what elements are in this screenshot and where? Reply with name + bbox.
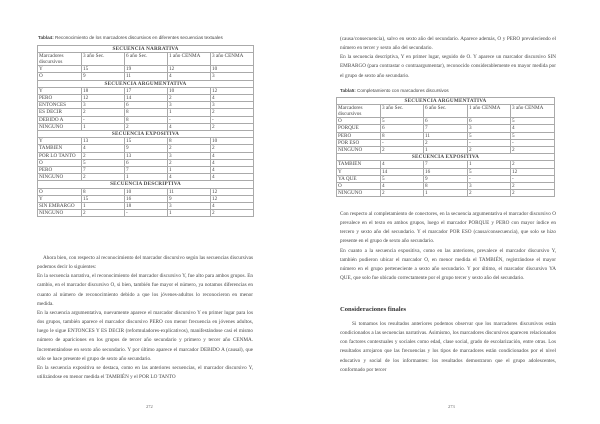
count-cell: 2 xyxy=(468,147,511,154)
count-cell: 4 xyxy=(211,167,254,174)
paragraph: (causa/consecuencia), salvo en sexto año del secundario. Aparece además, O y PERO prevaleciendo el número en tercer y sexto año del secundario. xyxy=(340,36,556,52)
count-cell: 2 xyxy=(82,109,125,116)
count-cell: - xyxy=(82,116,125,123)
count-cell: 10 xyxy=(211,66,254,73)
count-cell: 4 xyxy=(211,174,254,181)
count-cell: 2 xyxy=(82,210,125,217)
count-cell: 2 xyxy=(211,123,254,130)
column-header: 6 año Sec. xyxy=(125,53,168,66)
marker-cell: Y xyxy=(38,195,82,202)
count-cell: 16 xyxy=(125,195,168,202)
table-row xyxy=(38,167,254,174)
table-row xyxy=(337,190,555,197)
right-mid-text xyxy=(340,210,556,283)
table-row xyxy=(337,183,555,190)
count-cell: 2 xyxy=(511,161,555,168)
count-cell: 12 xyxy=(211,188,254,195)
count-cell: 4 xyxy=(168,73,211,80)
table-row xyxy=(38,159,254,166)
count-cell: 3 xyxy=(211,102,254,109)
section-header-row xyxy=(38,181,254,188)
count-cell: 3 xyxy=(468,125,511,132)
count-cell: 11 xyxy=(125,73,168,80)
count-cell: 6 xyxy=(424,118,468,125)
count-cell: 8 xyxy=(82,188,125,195)
count-cell: 2 xyxy=(168,95,211,102)
table-row xyxy=(337,175,555,182)
count-cell: 8 xyxy=(125,116,168,123)
count-cell: 7 xyxy=(82,167,125,174)
table-row xyxy=(337,132,555,139)
count-cell: 4 xyxy=(511,125,555,132)
column-header: Marcadores discursivos xyxy=(38,53,82,66)
count-cell: 19 xyxy=(125,66,168,73)
section-header-row xyxy=(337,154,555,161)
count-cell: 2 xyxy=(168,145,211,152)
count-cell: 2 xyxy=(468,190,511,197)
count-cell: 6 xyxy=(468,118,511,125)
count-cell: 17 xyxy=(125,87,168,94)
count-cell: 1 xyxy=(168,167,211,174)
table-row xyxy=(38,210,254,217)
marker-cell: O xyxy=(38,73,82,80)
paragraph: Ahora bien, con respecto al reconocimiento del marcador discursivo según las secuencias discursivas podemos decir lo siguientes: xyxy=(37,255,253,271)
column-header: 3 año Sec. xyxy=(381,105,424,118)
left-body-text xyxy=(37,254,253,382)
count-cell: 9 xyxy=(168,195,211,202)
section-title: SECUENCIA EXPOSITIVA xyxy=(337,154,555,161)
count-cell: 13 xyxy=(82,138,125,145)
column-header: 3 año Sec. xyxy=(82,53,125,66)
count-cell: 2 xyxy=(82,174,125,181)
section-header-row xyxy=(38,46,254,53)
count-cell: 2 xyxy=(511,147,555,154)
count-cell: 3 xyxy=(82,102,125,109)
count-cell: 13 xyxy=(125,152,168,159)
marker-cell: TAMBIÉN xyxy=(337,161,381,168)
count-cell: - xyxy=(168,116,211,123)
count-cell: 15 xyxy=(125,138,168,145)
count-cell: 7 xyxy=(424,125,468,132)
marker-cell: Y xyxy=(337,168,381,175)
count-cell: 9 xyxy=(82,73,125,80)
count-cell: 9 xyxy=(125,145,168,152)
section-title: SECUENCIA ARGUMENTATIVA xyxy=(337,98,555,105)
marker-cell: PERO xyxy=(337,132,381,139)
count-cell: - xyxy=(211,116,254,123)
count-cell: 18 xyxy=(82,87,125,94)
count-cell: 2 xyxy=(211,210,254,217)
right-page xyxy=(300,0,600,424)
marker-cell: NINGUNO xyxy=(38,174,82,181)
count-cell: 4 xyxy=(211,203,254,210)
marker-cell: NINGUNO xyxy=(38,123,82,130)
column-header-row xyxy=(38,53,254,66)
count-cell: 3 xyxy=(168,152,211,159)
count-cell: 6 xyxy=(125,102,168,109)
paragraph: En la secuencia descriptiva, Y en primer lugar, seguido de O. Y aparece un marcador discursivo SIN EMBARGO (para contrastar o contraargumentar), reconocido considerablemente en mayor medida por el grupo de sexto año secundario. xyxy=(340,54,556,79)
column-header: 3 año CENMA xyxy=(211,53,254,66)
table-row xyxy=(38,87,254,94)
marker-cell: NINGUNO xyxy=(337,190,381,197)
table-row xyxy=(38,73,254,80)
table-row xyxy=(38,102,254,109)
count-cell: 5 xyxy=(468,132,511,139)
count-cell: 12 xyxy=(211,87,254,94)
column-header: 1 año CENMA xyxy=(168,53,211,66)
count-cell: 5 xyxy=(511,118,555,125)
count-cell: 1 xyxy=(424,147,468,154)
table-row xyxy=(38,188,254,195)
count-cell: 12 xyxy=(168,66,211,73)
count-cell: - xyxy=(125,210,168,217)
column-header: 6 año Sec. xyxy=(424,105,468,118)
count-cell: 5 xyxy=(511,132,555,139)
paragraph: En la secuencia expositiva se destaca, como en las anteriores secuencias, el marcador discursivo Y, utilizándose en menor medida el TAMBIÉN y el POR LO TANTO xyxy=(37,364,253,381)
count-cell: 2 xyxy=(424,139,468,146)
marker-cell: POR LO TANTO xyxy=(38,152,82,159)
count-cell: 3 xyxy=(168,203,211,210)
count-cell: 18 xyxy=(125,203,168,210)
count-cell: 1 xyxy=(82,203,125,210)
count-cell: 10 xyxy=(168,87,211,94)
count-cell: - xyxy=(511,175,555,182)
table-row xyxy=(337,147,555,154)
table-row xyxy=(38,123,254,130)
marker-cell: PORQUE xyxy=(337,125,381,132)
marker-cell: NINGUNO xyxy=(38,210,82,217)
section-title: SECUENCIA DESCRIPTIVA xyxy=(38,181,254,188)
count-cell: 3 xyxy=(468,183,511,190)
count-cell: 4 xyxy=(381,161,424,168)
table4 xyxy=(37,45,254,217)
count-cell: 5 xyxy=(468,168,511,175)
count-cell: 3 xyxy=(168,102,211,109)
table-row xyxy=(38,145,254,152)
table-row xyxy=(38,95,254,102)
marker-cell: PERO xyxy=(38,95,82,102)
table-row xyxy=(337,125,555,132)
marker-cell: Y xyxy=(38,87,82,94)
marker-cell: Y xyxy=(38,138,82,145)
count-cell: 11 xyxy=(168,188,211,195)
count-cell: 2 xyxy=(82,152,125,159)
count-cell: 14 xyxy=(381,168,424,175)
marker-cell: SIN EMBARGO xyxy=(38,203,82,210)
count-cell: 16 xyxy=(424,168,468,175)
count-cell: 7 xyxy=(125,167,168,174)
count-cell: - xyxy=(468,175,511,182)
paragraph: En cuanto a la secuencia expositiva, como en las anteriores, prevalece el marcador discursivo Y, también pudieron ubicar el marcador O, en menor medida el TAMBIÉN, registrándose el mayor número en el grupo perteneciente a sexto año secundario. Y por último, el marcador discursivo YA QUE, que solo fue ubicado correctamente por el grupo tercer y sexto año del secundario. xyxy=(340,247,556,282)
count-cell: 4 xyxy=(211,159,254,166)
count-cell: 6 xyxy=(125,159,168,166)
table-row xyxy=(38,116,254,123)
section-header-row xyxy=(38,131,254,138)
table-row xyxy=(38,174,254,181)
table5 xyxy=(336,97,555,197)
marker-cell: DEBIDO A xyxy=(38,116,82,123)
count-cell: 5 xyxy=(381,175,424,182)
section-title: SECUENCIA ARGUMENTATIVA xyxy=(38,80,254,87)
count-cell: 4 xyxy=(211,95,254,102)
count-cell: 1 xyxy=(168,210,211,217)
count-cell: 4 xyxy=(168,123,211,130)
right-final-text xyxy=(340,320,556,375)
count-cell: 10 xyxy=(125,188,168,195)
count-cell: 3 xyxy=(211,73,254,80)
count-cell: 5 xyxy=(381,118,424,125)
marker-cell: PERO xyxy=(38,167,82,174)
marker-cell: ENTONCES xyxy=(38,102,82,109)
count-cell: 10 xyxy=(211,138,254,145)
count-cell: 1 xyxy=(125,174,168,181)
section-title: SECUENCIA NARRATIVA xyxy=(38,46,254,53)
page-number: 273 xyxy=(448,404,455,409)
table-row xyxy=(38,138,254,145)
section-header-row xyxy=(38,80,254,87)
column-header-row xyxy=(337,105,555,118)
table4-caption: Tabla4: Reconocimiento de los marcadores discursivos en diferentes secuencias textuales xyxy=(38,35,223,40)
table-row xyxy=(337,118,555,125)
count-cell: 7 xyxy=(424,161,468,168)
marker-cell: O xyxy=(337,118,381,125)
table-row xyxy=(337,139,555,146)
table-row xyxy=(38,152,254,159)
marker-cell: ES DECIR xyxy=(38,109,82,116)
count-cell: - xyxy=(468,139,511,146)
table5-caption: Tabla5: Completamiento con marcadores discursivos xyxy=(340,88,449,93)
paragraph: Si tomamos los resultados anteriores podemos observar que los marcadores discursivos están condicionados a las secuencias narrativas. Asimismo, los marcadores discursivos aparecen relacionados con factores contextuales y sociales como edad, clase social, grado de escolarización, entre otras. Los resultados arrojaron que las frecuencias y los tipos de marcadores están condicionados por el nivel educativo y social de los informantes: los resultados demostraron que el grupo adolescentes, conformado por tercer xyxy=(340,321,556,373)
count-cell: 9 xyxy=(424,175,468,182)
count-cell: 8 xyxy=(168,138,211,145)
count-cell: 2 xyxy=(211,145,254,152)
count-cell: 12 xyxy=(82,95,125,102)
column-header: Marcadores discursivos xyxy=(337,105,381,118)
count-cell: 2 xyxy=(381,147,424,154)
count-cell: 2 xyxy=(511,183,555,190)
table-row xyxy=(38,195,254,202)
paragraph: En la secuencia narrativa, el reconocimiento del marcador discursivo Y, fue alto para ambos grupos. En cambio, en el marcador discursivo O, si bien, también fue mayor el número, ya notamos diferencias en cuanto al número de reconocimiento debido a que los jóvenes-adultos lo reconocieron en menor medida. xyxy=(37,273,253,307)
right-top-text xyxy=(340,35,556,81)
paragraph: En la secuencia argumentativa, nuevamente aparece el marcador discursivo Y en primer lugar para los dos grupos, también aparece el marcador discursivo PERO con menor frecuencia en jóvenes adultos, luego le sigue ENTONCES Y ES DECIR (reformuladores-explicativos), manifestándose casi el mismo número de apariciones en los grupos de tercer año secundario y primero y tercer año CENMA. Incrementándose en sexto año secundario. Y por último aparece el marcador DEBIDO A (causal), que sólo se hace presente el grupo de sexto año secundario. xyxy=(37,309,253,362)
count-cell: 1 xyxy=(424,190,468,197)
table-row xyxy=(38,66,254,73)
count-cell: 8 xyxy=(125,109,168,116)
count-cell: 12 xyxy=(511,168,555,175)
section-title: SECUENCIA EXPOSITIVA xyxy=(38,131,254,138)
table-row xyxy=(337,168,555,175)
count-cell: 2 xyxy=(168,159,211,166)
section-heading: Consideraciones finales xyxy=(340,306,407,313)
count-cell: 4 xyxy=(82,145,125,152)
count-cell: 4 xyxy=(381,183,424,190)
count-cell: 6 xyxy=(381,125,424,132)
table-row xyxy=(38,203,254,210)
count-cell: 8 xyxy=(381,132,424,139)
marker-cell: YA QUE xyxy=(337,175,381,182)
count-cell: 8 xyxy=(424,183,468,190)
count-cell: 2 xyxy=(125,123,168,130)
count-cell: 4 xyxy=(168,174,211,181)
paragraph: Con respecto al completamiento de conectores, en la secuencia argumentativa el marcador discursivo O prevalece en el texto en ambos grupos, luego el marcador PORQUE y PERO con mayor índice en tercero y sexto año del secundario. Y el marcador POR ESO (causa/consecuencia), que solo se hizo presente en el grupo de sexto año secundario. xyxy=(340,211,556,245)
count-cell: 1 xyxy=(468,161,511,168)
marker-cell: POR ESO xyxy=(337,139,381,146)
count-cell: 5 xyxy=(82,159,125,166)
count-cell: 4 xyxy=(211,152,254,159)
count-cell: 15 xyxy=(82,195,125,202)
count-cell: 2 xyxy=(381,190,424,197)
count-cell: 14 xyxy=(125,95,168,102)
count-cell: - xyxy=(511,139,555,146)
count-cell: 1 xyxy=(168,109,211,116)
marker-cell: NINGUNO xyxy=(337,147,381,154)
column-header: 3 año CENMA xyxy=(511,105,555,118)
marker-cell: Y xyxy=(38,66,82,73)
count-cell: 2 xyxy=(211,109,254,116)
count-cell: 1 xyxy=(82,123,125,130)
marker-cell: TAMBIEN xyxy=(38,145,82,152)
count-cell: - xyxy=(381,139,424,146)
table-row xyxy=(337,161,555,168)
marker-cell: O xyxy=(38,159,82,166)
section-header-row xyxy=(337,98,555,105)
page-number: 272 xyxy=(146,404,153,409)
column-header: 1 año CENMA xyxy=(468,105,511,118)
table-row xyxy=(38,109,254,116)
count-cell: 15 xyxy=(82,66,125,73)
count-cell: 12 xyxy=(211,195,254,202)
marker-cell: O xyxy=(337,183,381,190)
count-cell: 2 xyxy=(511,190,555,197)
marker-cell: O xyxy=(38,188,82,195)
count-cell: 11 xyxy=(424,132,468,139)
